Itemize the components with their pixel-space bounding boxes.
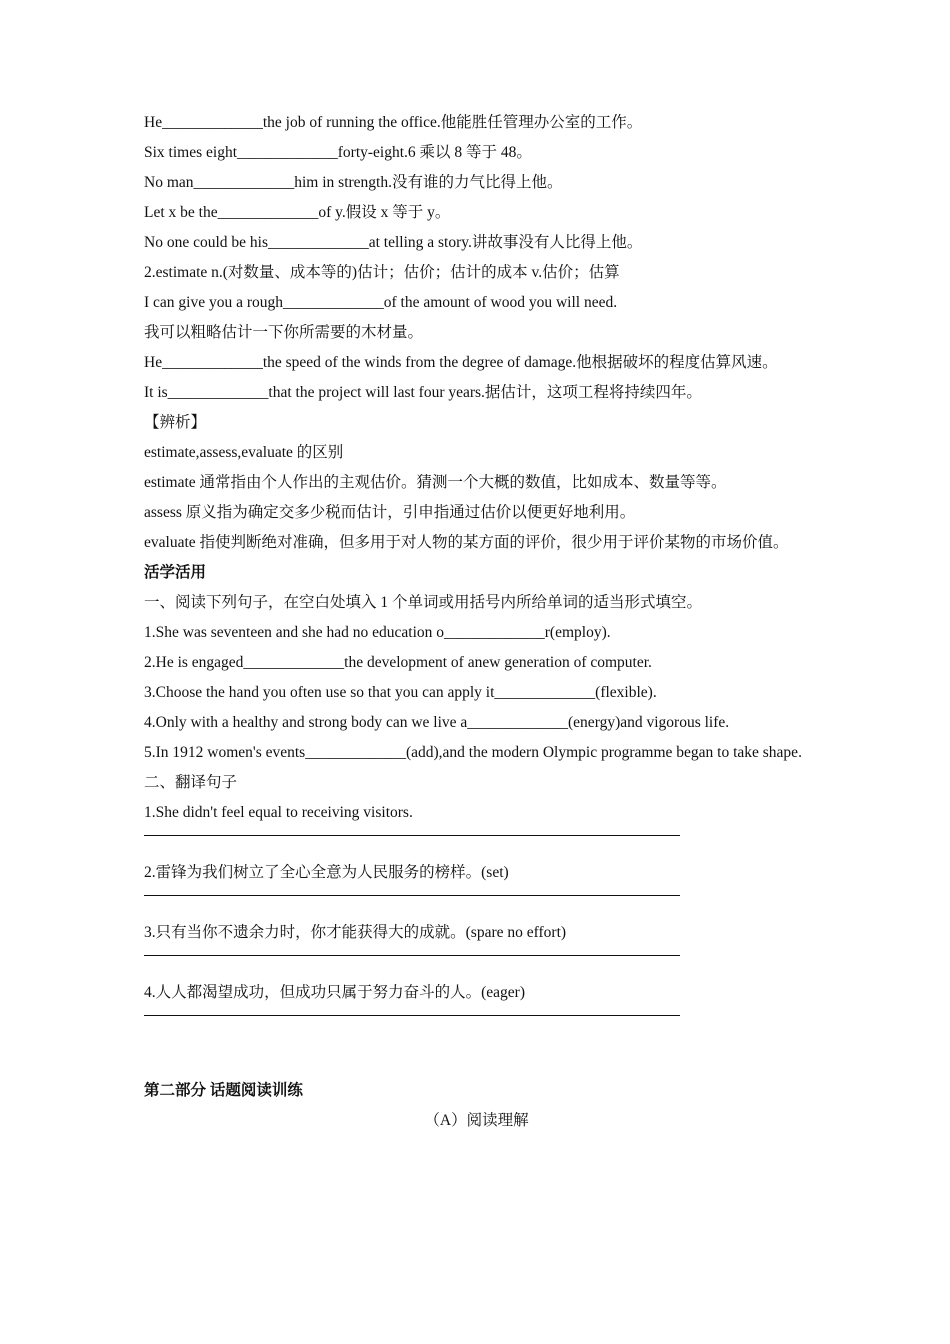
part2-subtitle: （A）阅读理解 — [424, 1112, 529, 1129]
bianxi-evaluate: evaluate 指使判断绝对准确，但多用于对人物的某方面的评价，很少用于评价某物的市场价值。 — [144, 534, 789, 551]
bianxi-assess: assess 原义指为确定交多少税而估计，引申指通过估价以便更好地利用。 — [144, 504, 636, 521]
practice-item-2: 2.He is engaged_____________the development of anew generation of computer. — [144, 654, 652, 671]
section-gap — [144, 1043, 809, 1081]
answer-line-1[interactable] — [144, 835, 680, 836]
bianxi-estimate: estimate 通常指由个人作出的主观估价。猜测一个大概的数值，比如成本、数量等等。 — [144, 474, 727, 491]
page-content — [144, 113, 809, 1141]
sentence-equal-story: No one could be his_____________at telling a story.讲故事没有人比得上他。 — [144, 234, 643, 251]
part2-title: 第二部分 话题阅读训练 — [144, 1082, 303, 1099]
sentence-equal-math: Six times eight_____________forty-eight.6 乘以 8 等于 48。 — [144, 144, 532, 161]
translation-estimate-wood: 我可以粗略估计一下你所需要的木材量。 — [144, 324, 424, 341]
practice-part1-instruction: 一、阅读下列句子，在空白处填入 1 个单词或用括号内所给单词的适当形式填空。 — [144, 594, 703, 611]
bianxi-subject: estimate,assess,evaluate 的区别 — [144, 444, 344, 461]
translation-item-2: 2.雷锋为我们树立了全心全意为人民服务的榜样。(set) — [144, 864, 509, 881]
translation-item-3: 3.只有当你不遗余力时，你才能获得大的成就。(spare no effort) — [144, 924, 567, 941]
practice-title: 活学活用 — [144, 564, 207, 581]
sentence-equal-xy: Let x be the_____________of y.假设 x 等于 y。 — [144, 204, 451, 221]
translation-item-1: 1.She didn't feel equal to receiving visitors. — [144, 804, 413, 821]
answer-line-2[interactable] — [144, 895, 680, 896]
sentence-estimate-wood: I can give you a rough_____________of the amount of wood you will need. — [144, 294, 618, 311]
practice-item-1: 1.She was seventeen and she had no education o_____________r(employ). — [144, 624, 611, 641]
answer-line-4[interactable] — [144, 1015, 680, 1016]
practice-item-5: 5.In 1912 women's events_____________(add),and the modern Olympic programme began to take shape. — [144, 744, 802, 761]
practice-item-4: 4.Only with a healthy and strong body can we live a_____________(energy)and vigorous life. — [144, 714, 730, 731]
translation-item-4: 4.人人都渴望成功，但成功只属于努力奋斗的人。(eager) — [144, 984, 526, 1001]
practice-part2-instruction: 二、翻译句子 — [144, 774, 238, 791]
estimate-definition: 2.estimate n.(对数量、成本等的)估计；估价；估计的成本 v.估价；估算 — [144, 264, 620, 281]
bianxi-heading: 【辨析】 — [144, 414, 207, 431]
answer-line-3[interactable] — [144, 955, 680, 956]
sentence-estimate-winds: He_____________the speed of the winds from the degree of damage.他根据破坏的程度估算风速。 — [144, 354, 778, 371]
sentence-estimated-project: It is_____________that the project will last four years.据估计，这项工程将持续四年。 — [144, 384, 702, 401]
sentence-equal-job: He_____________the job of running the office.他能胜任管理办公室的工作。 — [144, 114, 643, 131]
practice-item-3: 3.Choose the hand you often use so that you can apply it_____________(flexible). — [144, 684, 657, 701]
sentence-equal-strength: No man_____________him in strength.没有谁的力气比得上他。 — [144, 174, 563, 191]
